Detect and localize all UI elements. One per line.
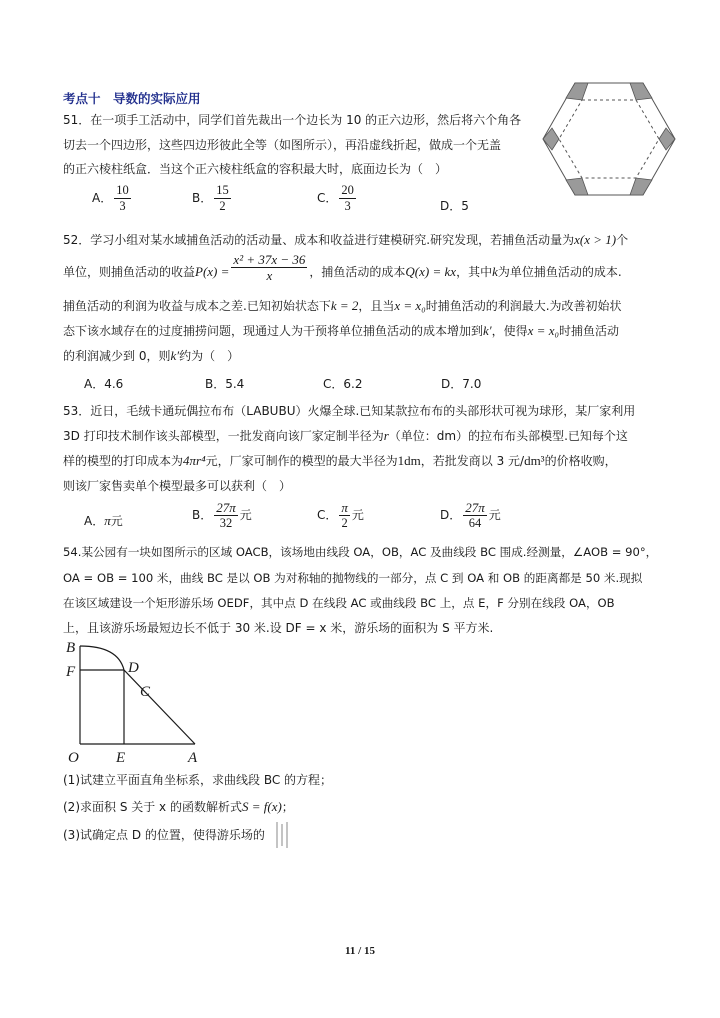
q54-line1: 54.某公园有一块如图所示的区域 OACB，该场地由线段 OA，OB，AC 及曲线段 BC 围成.经测量，∠AOB = 90°， xyxy=(63,545,658,559)
q54-sub2: (2)求面积 S 关于 x 的函数解析式S = f(x)； xyxy=(63,799,294,814)
q52-option-b[interactable]: B．5.4 xyxy=(205,377,245,391)
q53-line3: 样的模型的打印成本为4πr⁴元，厂家可制作的模型的最大半径为1dm，若批发商以 3 元/dm³的价格收购， xyxy=(63,453,617,468)
q51-line1: 51．在一项手工活动中，同学们首先裁出一个边长为 10 的正六边形，然后将六个角各 xyxy=(63,113,522,127)
q51-option-d[interactable]: D．5 xyxy=(440,199,469,213)
q53-line1: 53．近日，毛绒卡通玩偶拉布布（LABUBU）火爆全球.已知某款拉布布的头部形状可视为球形，某厂家利用 xyxy=(63,404,636,418)
q52-line1: 52．学习小组对某水域捕鱼活动的活动量、成本和收益进行建模研究.研究发现，若捕鱼活动量为x(x > 1)个 xyxy=(63,232,629,247)
q52-option-a[interactable]: A．4.6 xyxy=(84,377,124,391)
hexagon-box-figure xyxy=(542,80,676,198)
q54-sub3: (3)试确定点 D 的位置，使得游乐场的 xyxy=(63,828,265,842)
park-region-figure xyxy=(60,638,210,766)
q52-option-d[interactable]: D．7.0 xyxy=(441,377,482,391)
q51-option-c[interactable]: C． $\frac{20}{3}$ xyxy=(317,183,354,213)
q51-option-a[interactable]: A． $\frac{10}{3}$ xyxy=(92,183,129,213)
q54-sub1: (1)试建立平面直角坐标系，求曲线段 BC 的方程； xyxy=(63,773,333,787)
q54-line3: 在该区域建设一个矩形游乐场 OEDF，其中点 D 在线段 AC 或曲线段 BC 上，点 E，F 分别在线段 OA，OB xyxy=(63,596,615,610)
q52-line5: 的利润减少到 0，则k′约为（ ） xyxy=(63,348,240,363)
q52-line2: 单位，则捕鱼活动的收益P(x) = $\frac{\text{x² + 37x − 36}}{x}$ ，捕鱼活动的成本Q(x) = kx，其中k为单位捕鱼活动的成本. xyxy=(63,252,622,283)
label-c: C xyxy=(140,684,151,700)
label-f: F xyxy=(66,664,76,680)
section-title: 考点十 导数的实际应用 xyxy=(63,91,201,106)
q52-line4: 态下该水域存在的过度捕捞问题，现通过人为干预将单位捕鱼活动的成本增加到k′，使得x = x₀时捕鱼活动 xyxy=(63,323,620,338)
q53-option-d[interactable]: D． $\frac{27\pi}{64}$ 元 xyxy=(440,500,501,530)
q54-line2: OA = OB = 100 米，曲线 BC 是以 OB 为对称轴的抛物线的一部分，点 C 到 OA 和 OB 的距离都是 50 米.现拟 xyxy=(63,571,643,585)
q53-line4: 则该厂家售卖单个模型最多可以获利（ ） xyxy=(63,479,292,493)
label-d: D xyxy=(128,660,139,676)
q51-line2: 切去一个四边形，这些四边形彼此全等（如图所示），再沿虚线折起，做成一个无盖 xyxy=(63,138,502,152)
label-o: O xyxy=(68,750,79,766)
q52-line3: 捕鱼活动的利润为收益与成本之差.已知初始状态下k = 2，且当x = x₀时捕鱼活动的利润最大.为改善初始状 xyxy=(63,298,622,313)
q53-option-b[interactable]: B． $\frac{27\pi}{32}$ 元 xyxy=(192,500,252,530)
text-cursor-artifact xyxy=(273,820,295,850)
label-a: A xyxy=(188,750,198,766)
q53-line2: 3D 打印技术制作该头部模型，一批发商向该厂家定制半径为r（单位：dm）的拉布布头部模型.已知每个这 xyxy=(63,428,628,443)
label-e: E xyxy=(116,750,126,766)
q51-line3: 的正六棱柱纸盒．当这个正六棱柱纸盒的容积最大时，底面边长为（ ） xyxy=(63,162,448,176)
q52-option-c[interactable]: C．6.2 xyxy=(323,377,363,391)
q53-option-c[interactable]: C． $\frac{\pi}{2}$ 元 xyxy=(317,500,364,530)
q53-option-a[interactable]: A．π元 xyxy=(84,513,123,528)
label-b: B xyxy=(66,640,76,656)
q54-line4: 上，且该游乐场最短边长不低于 30 米.设 DF = x 米，游乐场的面积为 S 平方米. xyxy=(63,621,494,635)
page-number: 11 / 15 xyxy=(345,945,375,957)
q51-option-b[interactable]: B． $\frac{15}{2}$ xyxy=(192,183,229,213)
